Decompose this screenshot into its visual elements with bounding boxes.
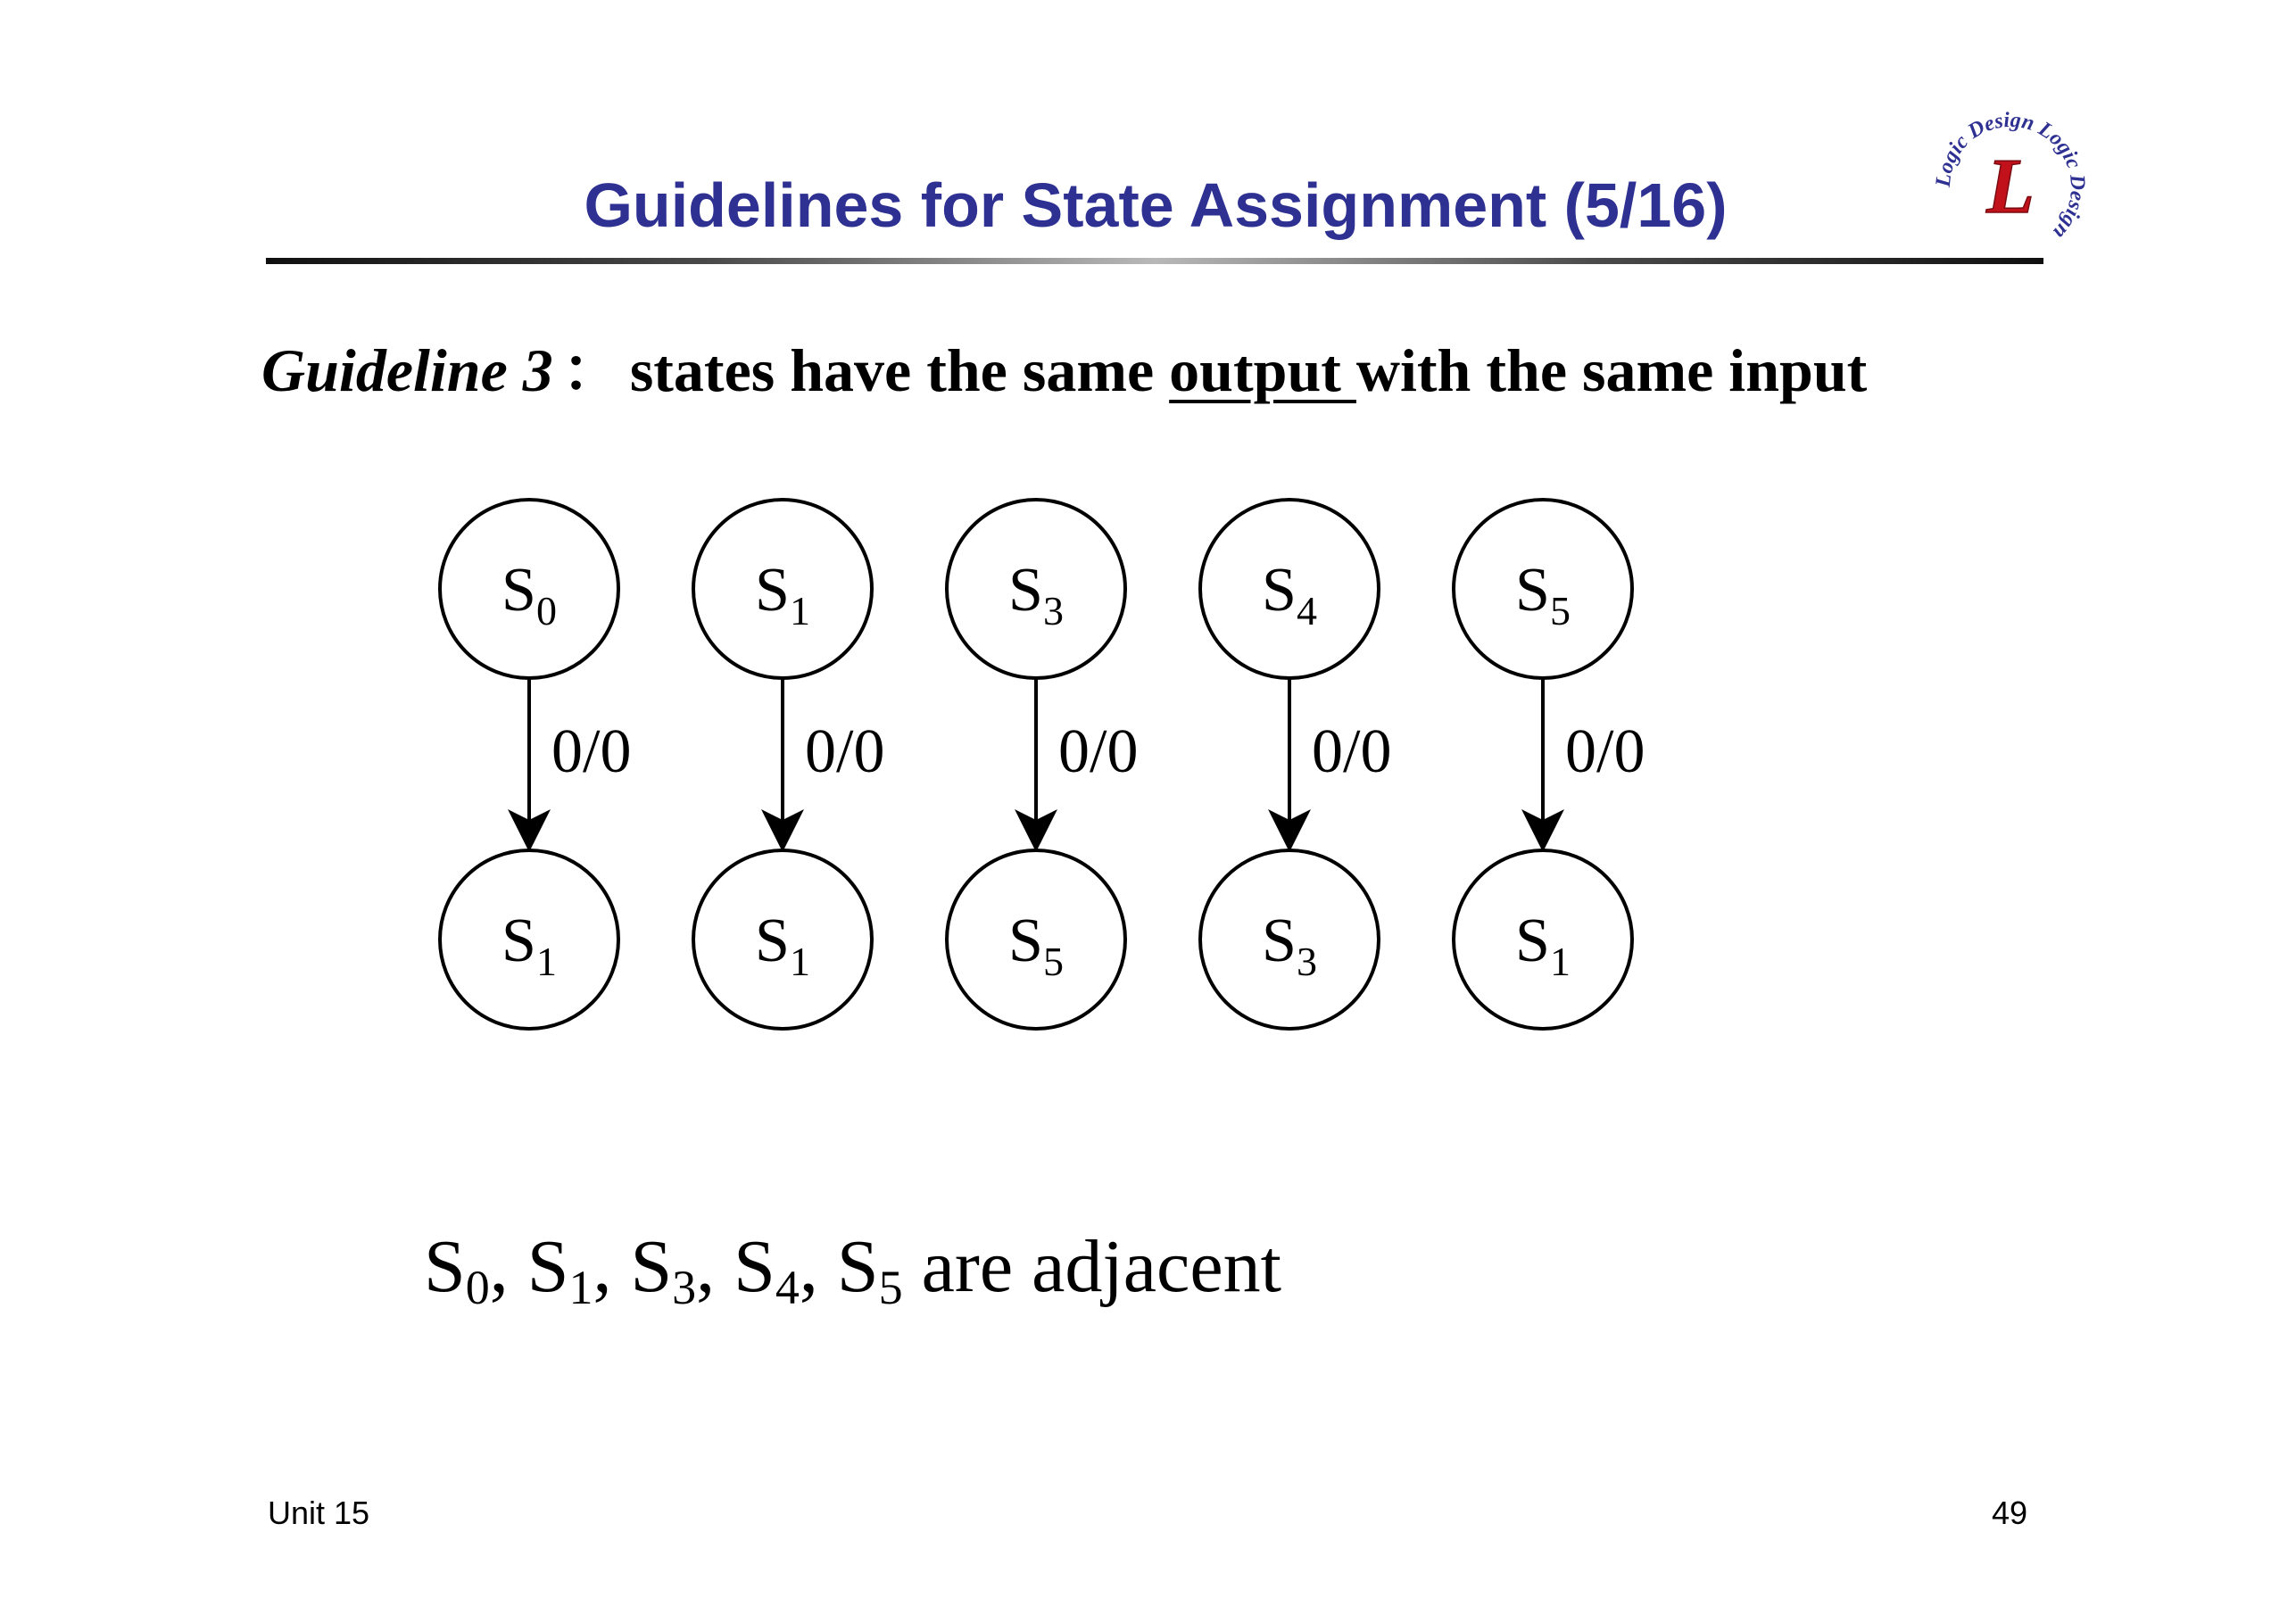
state-node-top-4-label-base: S — [1262, 556, 1297, 625]
state-node-bottom-5-label-sub: 1 — [1549, 939, 1571, 984]
logo-ring-textpath: Logic Design Logic Design — [1931, 108, 2090, 244]
transition-5 — [1454, 500, 1645, 1029]
transition-label-2: 0/0 — [805, 717, 885, 786]
state-node-top-5 — [1454, 500, 1632, 678]
guideline-text-after: with the same input — [1355, 336, 1868, 404]
transition-4 — [1200, 500, 1391, 1029]
state-node-bottom-3-label-sub: 5 — [1042, 939, 1064, 984]
state-node-bottom-4-label-sub: 3 — [1296, 939, 1317, 984]
conclusion-delimiter: , — [696, 1225, 734, 1308]
guideline-text-before: states have the same — [629, 336, 1170, 404]
logo-letter: L — [1986, 144, 2035, 230]
transition-2 — [693, 500, 884, 1029]
state-node-top-1 — [440, 500, 618, 678]
state-node-bottom-1-label-base: S — [501, 907, 536, 975]
transition-label-4: 0/0 — [1312, 717, 1392, 786]
state-node-bottom-4 — [1200, 850, 1379, 1029]
conclusion-delimiter: , — [593, 1225, 631, 1308]
guideline-separator: ： — [561, 336, 623, 404]
state-node-top-3-label-base: S — [1008, 556, 1043, 625]
state-node-bottom-2 — [693, 850, 872, 1029]
conclusion-delimiter: , — [799, 1225, 837, 1308]
state-node-bottom-5 — [1454, 850, 1632, 1029]
guideline-label: Guideline 3 — [261, 336, 553, 404]
conclusion-state-5-base: S — [836, 1225, 879, 1308]
page-number: 49 — [1991, 1495, 2027, 1531]
transition-3 — [947, 500, 1138, 1029]
state-node-bottom-3-label-base: S — [1008, 907, 1043, 975]
conclusion-state-4-sub: 4 — [775, 1261, 800, 1314]
conclusion-state-3-sub: 3 — [672, 1261, 697, 1314]
conclusion-delimiter: , — [489, 1225, 527, 1308]
state-node-top-2 — [693, 500, 872, 678]
conclusion-state-3-base: S — [630, 1225, 673, 1308]
transition-label-1: 0/0 — [551, 717, 632, 786]
state-node-bottom-5-label-base: S — [1515, 907, 1550, 975]
state-node-top-3-label-sub: 3 — [1042, 588, 1064, 633]
state-node-bottom-2-label-base: S — [755, 907, 790, 975]
state-node-bottom-2-label-sub: 1 — [789, 939, 810, 984]
state-node-bottom-1 — [440, 850, 618, 1029]
state-node-bottom-3 — [947, 850, 1125, 1029]
state-node-top-1-label-sub: 0 — [535, 588, 557, 633]
conclusion-state-1-sub: 0 — [465, 1261, 490, 1314]
adjacency-conclusion — [424, 1222, 1281, 1312]
footer-unit: Unit 15 — [268, 1495, 370, 1531]
conclusion-state-2-base: S — [526, 1225, 569, 1308]
guideline-underlined-word: output — [1169, 336, 1356, 404]
transition-label-5: 0/0 — [1565, 717, 1645, 786]
transition-label-3: 0/0 — [1058, 717, 1139, 786]
conclusion-state-1-base: S — [424, 1225, 466, 1308]
conclusion-state-4-base: S — [734, 1225, 775, 1308]
transition-1 — [440, 500, 631, 1029]
conclusion-state-2-sub: 1 — [568, 1261, 593, 1314]
state-node-top-1-label-base: S — [501, 556, 536, 625]
conclusion-state-5-sub: 5 — [878, 1261, 903, 1314]
state-node-top-2-label-base: S — [755, 556, 790, 625]
state-node-bottom-1-label-sub: 1 — [535, 939, 557, 984]
conclusion-suffix: are adjacent — [902, 1225, 1281, 1308]
state-node-top-5-label-sub: 5 — [1549, 588, 1571, 633]
slide-title: Guidelines for State Assignment (5/16) — [584, 170, 1728, 240]
state-node-top-4 — [1200, 500, 1379, 678]
state-node-top-5-label-base: S — [1515, 556, 1550, 625]
state-node-top-4-label-sub: 4 — [1296, 588, 1317, 633]
state-node-top-3 — [947, 500, 1125, 678]
state-node-bottom-4-label-base: S — [1262, 907, 1297, 975]
state-node-top-2-label-sub: 1 — [789, 588, 810, 633]
